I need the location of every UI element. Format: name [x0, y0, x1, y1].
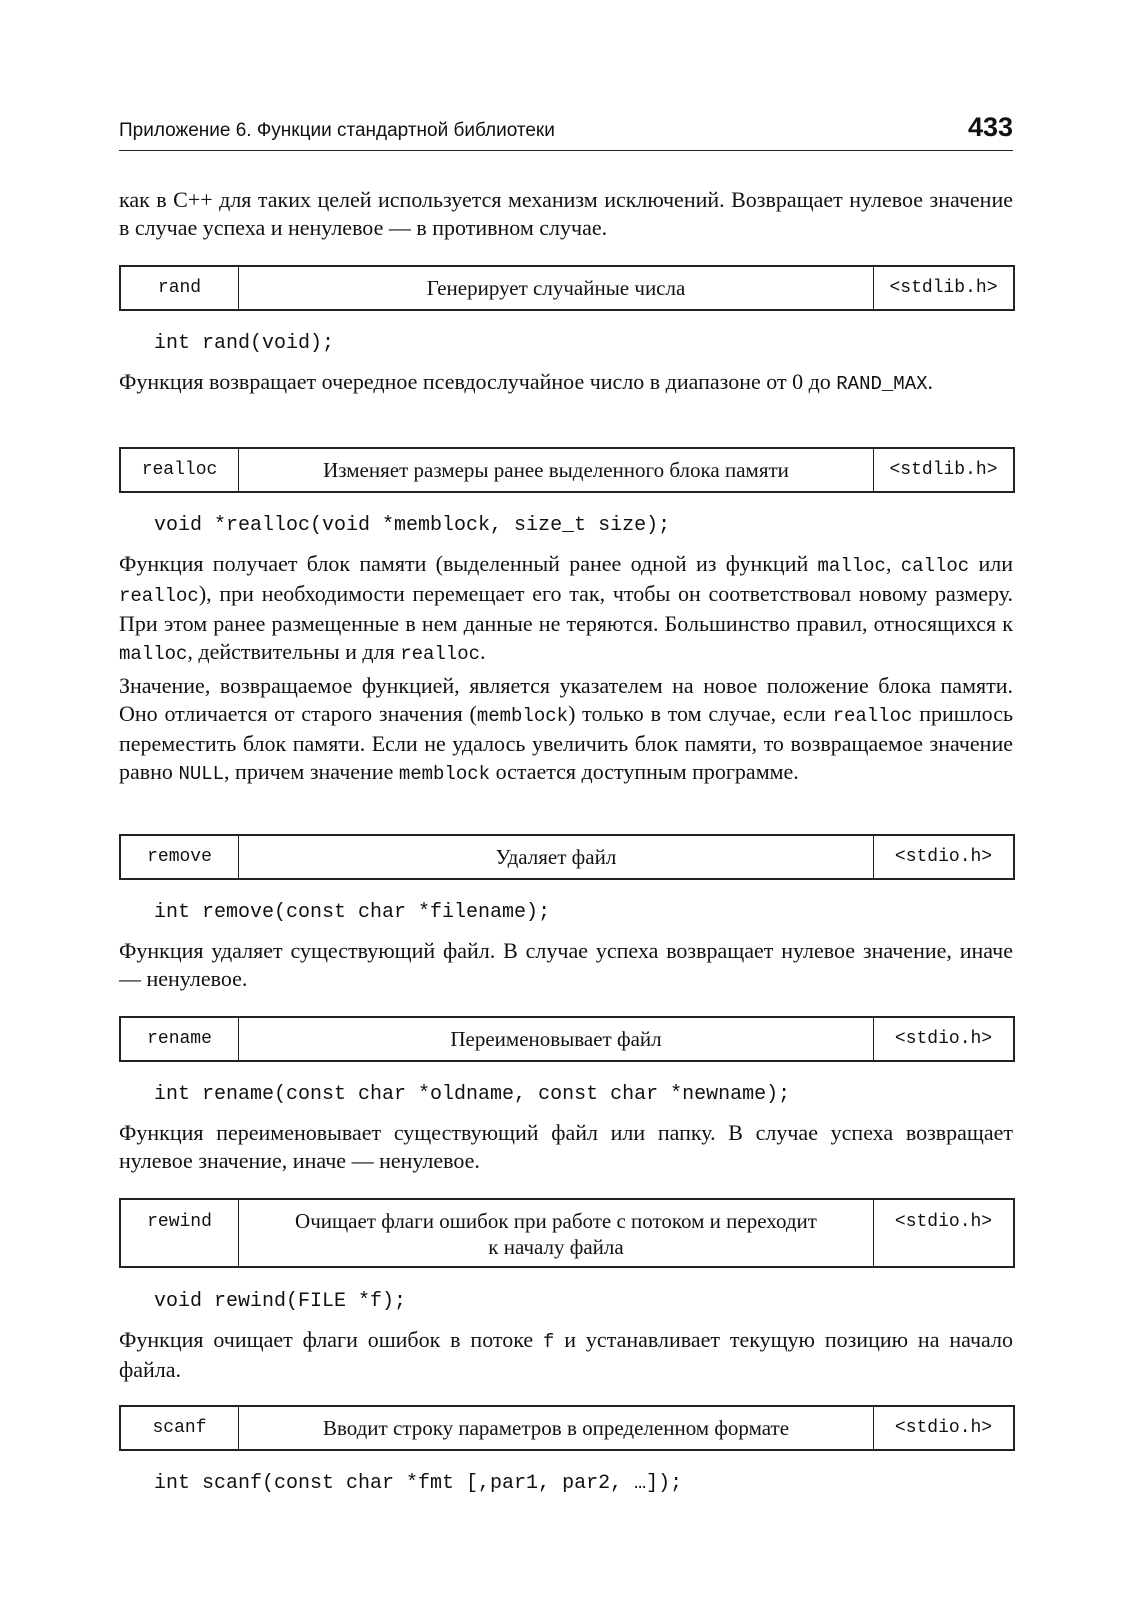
description-line: Очищает флаги ошибок при работе с потоком и переходит — [295, 1209, 817, 1233]
function-table-rewind — [119, 1198, 1015, 1268]
function-table-realloc — [119, 447, 1015, 493]
text-run: , — [885, 551, 901, 576]
text-run: . — [480, 639, 486, 664]
function-description: Генерирует случайные числа — [239, 267, 874, 309]
text-run: , причем значение — [224, 759, 399, 784]
function-name: remove — [121, 836, 239, 878]
text-run: Значение, возвращаемое функцией, является указателем на новое положение блока памяти. Оно отличается от старого значения ( — [119, 673, 1013, 726]
page-number: 433 — [967, 112, 1013, 142]
text-run: Функция возвращает очередное псевдослучайное число в диапазоне от 0 до — [119, 369, 837, 394]
function-header-file: <stdio.h> — [894, 1029, 993, 1049]
text-run: Функция очищает флаги ошибок в потоке — [119, 1327, 544, 1352]
text-run: и устанавливает текущую позицию на начало файла. — [119, 1327, 1013, 1382]
intro-paragraph: как в C++ для таких целей используется механизм исключений. Возвращает нулевое значение в случае успеха и ненулевое — в противном случае. — [119, 187, 1013, 240]
function-signature-remove: int remove(const char *filename); — [154, 901, 551, 924]
inline-code: memblock — [476, 705, 569, 727]
inline-code: RAND_MAX — [836, 373, 928, 395]
realloc-paragraph-1 — [119, 550, 1013, 668]
inline-code: calloc — [900, 555, 970, 577]
function-header-file: <stdlib.h> — [889, 278, 998, 298]
text-run: остается доступным программе. — [490, 759, 799, 784]
function-description: Переименовывает файл — [239, 1018, 874, 1060]
remove-description-paragraph: Функция удаляет существующий файл. В случае успеха возвращает нулевое значение, иначе — ненулевое. — [119, 938, 1013, 991]
function-header-file: <stdio.h> — [894, 847, 993, 867]
function-signature-realloc: void *realloc(void *memblock, size_t size); — [154, 514, 671, 537]
page-header — [119, 106, 1013, 151]
function-description: Удаляет файл — [239, 836, 874, 878]
inline-code: realloc — [400, 643, 481, 665]
function-description — [239, 1200, 874, 1266]
text-run: или — [969, 551, 1013, 576]
text-run: , действительны и для — [187, 639, 401, 664]
function-header-file: <stdlib.h> — [889, 460, 998, 480]
description-line: к началу файла — [488, 1235, 624, 1259]
inline-code: f — [543, 1331, 555, 1353]
inline-code: realloc — [832, 705, 913, 727]
function-table-remove — [119, 834, 1015, 880]
text-run: ), при необходимости перемещает его так, чтобы он соответствовал новому размеру. При этом ранее размещенные в нем данные не теряются. Большинство правил, относящихся к — [119, 581, 1013, 636]
rename-description-paragraph: Функция переименовывает существующий файл или папку. В случае успеха возвращает нулевое значение, иначе — ненулевое. — [119, 1120, 1013, 1173]
function-description: Изменяет размеры ранее выделенного блока памяти — [239, 449, 874, 491]
rand-description-paragraph — [119, 368, 1013, 398]
inline-code: NULL — [178, 763, 225, 785]
realloc-paragraph-2 — [119, 672, 1013, 788]
running-title: Приложение 6. Функции стандартной библиотеки — [119, 120, 555, 141]
function-signature-scanf: int scanf(const char *fmt [,par1, par2, …]); — [154, 1472, 683, 1495]
text-run: пришлось переместить блок памяти. Если не удалось увеличить блок памяти, то возвращаемое значение равно — [119, 701, 1013, 784]
function-name: rename — [121, 1018, 239, 1060]
function-name: scanf — [121, 1407, 239, 1449]
function-signature-rename: int rename(const char *oldname, const char *newname); — [154, 1083, 791, 1106]
inline-code: malloc — [817, 555, 886, 577]
function-name: realloc — [121, 449, 239, 491]
function-name: rewind — [121, 1200, 239, 1266]
function-header-file: <stdio.h> — [894, 1418, 993, 1438]
function-header-file: <stdio.h> — [894, 1212, 993, 1232]
function-signature-rewind: void rewind(FILE *f); — [154, 1290, 407, 1313]
function-table-rename — [119, 1016, 1015, 1062]
function-signature-rand: int rand(void); — [154, 332, 335, 355]
inline-code: malloc — [119, 643, 188, 665]
text-run: . — [927, 369, 933, 394]
function-description: Вводит строку параметров в определенном формате — [239, 1407, 874, 1449]
function-table-rand — [119, 265, 1015, 311]
function-table-scanf — [119, 1405, 1015, 1451]
function-name: rand — [121, 267, 239, 309]
text-run: Функция получает блок памяти (выделенный ранее одной из функций — [119, 551, 818, 576]
inline-code: memblock — [398, 763, 491, 785]
inline-code: realloc — [119, 585, 199, 607]
rewind-description-paragraph — [119, 1326, 1013, 1384]
text-run: ) только в том случае, если — [568, 701, 833, 726]
